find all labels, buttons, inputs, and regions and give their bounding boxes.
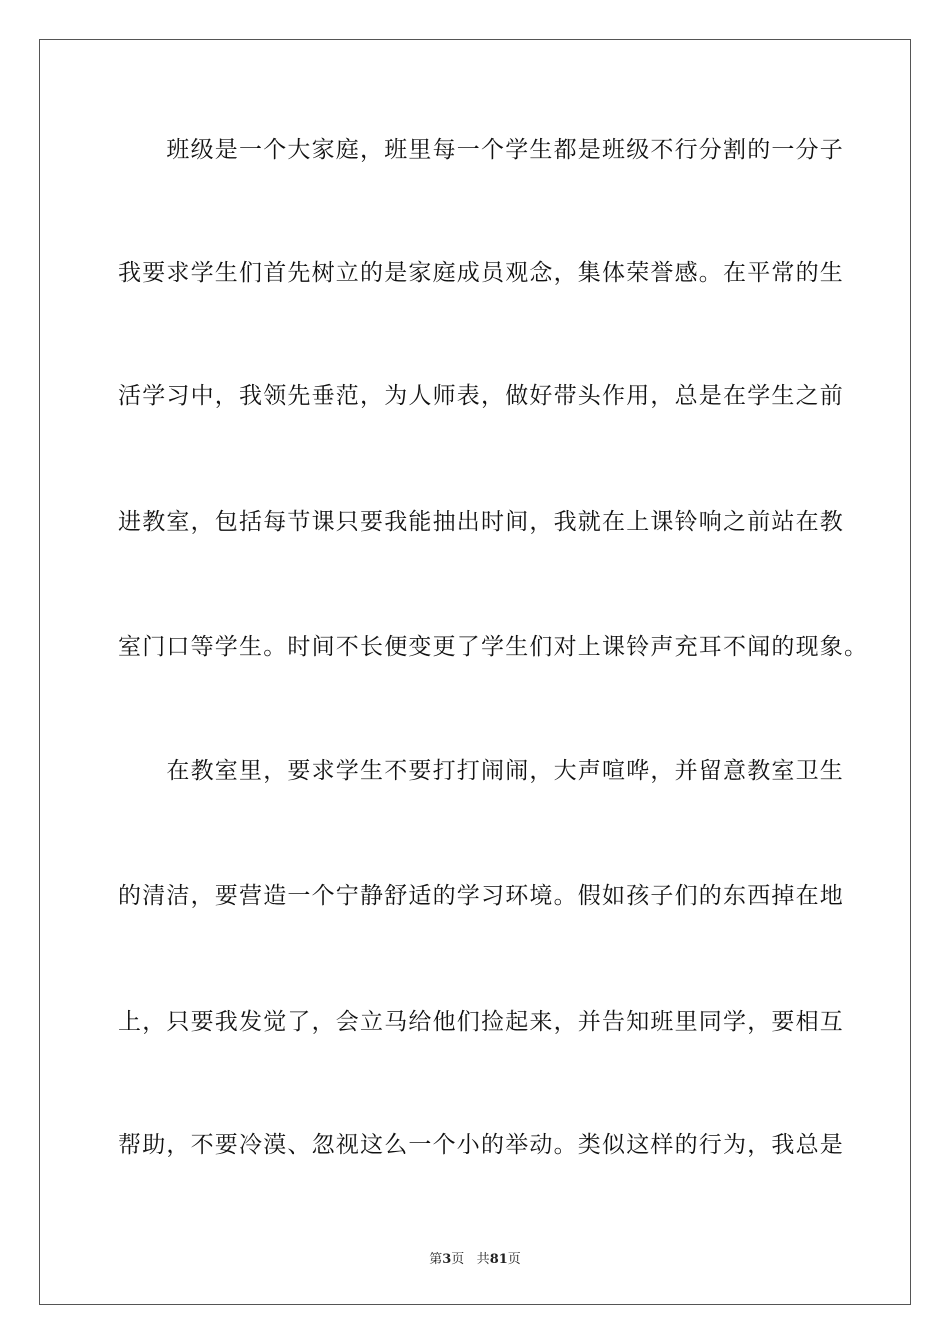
page-border [39,39,911,1305]
text-line-3: 活学习中，我领先垂范，为人师表，做好带头作用，总是在学生之前 [118,383,844,409]
text-line-1: 班级是一个大家庭，班里每一个学生都是班级不行分割的一分子 [118,137,844,163]
footer-page-prefix: 第 [429,1252,443,1267]
text-line-4: 进教室，包括每节课只要我能抽出时间，我就在上课铃响之前站在教 [118,509,844,535]
text-line-9: 帮助，不要冷漠、忽视这么一个小的举动。类似这样的行为，我总是 [118,1132,844,1158]
text-line-2: 我要求学生们首先树立的是家庭成员观念，集体荣誉感。在平常的生 [118,260,844,286]
footer-page-number: 3 [442,1252,452,1267]
text-line-8: 上，只要我发觉了，会立马给他们捡起来，并告知班里同学，要相互 [118,1009,844,1035]
footer-total-pages: 81 [489,1252,508,1267]
text-line-5: 室门口等学生。时间不长便变更了学生们对上课铃声充耳不闻的现象。 [118,634,869,660]
text-line-6: 在教室里，要求学生不要打打闹闹，大声喧哗，并留意教室卫生 [118,758,844,784]
text-line-7: 的清洁，要营造一个宁静舒适的学习环境。假如孩子们的东西掉在地 [118,883,844,909]
page-footer [0,1248,950,1267]
footer-page-suffix: 页 [451,1252,465,1267]
footer-total-suffix: 页 [507,1252,521,1267]
footer-total-prefix: 共 [476,1252,490,1267]
